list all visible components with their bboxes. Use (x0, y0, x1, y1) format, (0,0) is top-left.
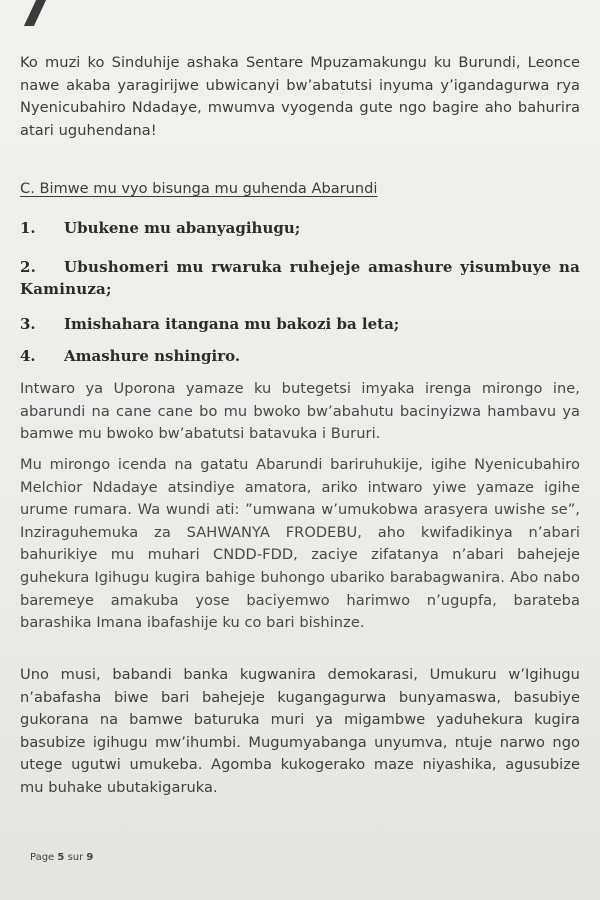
paragraph-uprona: Intwaro ya Uporona yamaze ku butegetsi imyaka irenga mirongo ine, abarundi na cane cane bo mu bwoko bw’abahutu bacinyizwa hambavu ya bamwe mu bwoko bw’abatutsi batavuka i Bururi. (20, 380, 580, 443)
footer-total-pages: 9 (86, 852, 94, 863)
list-text: Imishahara itangana mu bakozi ba leta; (64, 315, 400, 333)
list-number: 2. (20, 258, 37, 276)
list-item-4 (20, 345, 580, 367)
list-item-3 (20, 313, 580, 335)
list-item-2 (20, 256, 580, 300)
section-heading: C. Bimwe mu vyo bisunga mu guhenda Abarundi (20, 180, 378, 197)
list-text: Ubukene mu abanyagihugu; (64, 219, 301, 237)
paragraph-ndadaye: Mu mirongo icenda na gatatu Abarundi bariruhukije, igihe Nyenicubahiro Melchior Ndadaye atsindiye amatora, ariko intwaro yiwe yamaze igihe urume rumara. Wa wundi ati: ”umwana w’umukobwa arasyera uwishe se”, Inziraguhemuka za SAHWANYA FRODEBU, aho kwifadikinya n’abari bahurikiye mu muhari CNDD-FDD, zaciye zifatanya n’abari bahejeje guhekura Igihugu kugira bahige buhongo ubariko barabagwanira. Abo nabo baremeye amakuba yose baciyemwo harimwo n’ugupfa, barateba barashika Imana ibafashije ku co bari bishinze. (20, 456, 580, 632)
page-footer (30, 852, 93, 863)
paragraph-uno-musi: Uno musi, babandi banka kugwanira demokarasi, Umukuru w’Igihugu n’abafasha biwe bari bahejeje kugangagurwa bunyamaswa, basubiye gukorana na bamwe baturuka muri ya migambwe yaduhekura kugira basubize igihugu mw’ihumbi. Mugumyabanga unyumva, ntuje narwo ngo utege ugutwi umukeba. Agomba kukogerako maze niyashika, agusubize mu buhake ubutakigaruka. (20, 666, 580, 796)
staple-mark (24, 0, 46, 26)
list-number: 3. (20, 315, 36, 333)
list-number: 1. (20, 219, 36, 237)
list-text: Ubushomeri mu rwaruka ruhejeje amashure yisumbuye na Kaminuza; (20, 258, 580, 298)
footer-page-number: 5 (57, 852, 65, 863)
footer-page-word: Page (30, 852, 55, 863)
list-number: 4. (20, 347, 36, 365)
list-item-1 (20, 217, 580, 239)
footer-of-word: sur (67, 852, 84, 863)
intro-paragraph: Ko muzi ko Sinduhije ashaka Sentare Mpuzamakungu ku Burundi, Leonce nawe akaba yaragirijwe ubwicanyi bw’abatutsi inyuma y’igandagurwa rya Nyenicubahiro Ndadaye, mwumva vyogenda gute ngo bagire aho bahurira atari uguhendana! (20, 54, 580, 139)
list-text: Amashure nshingiro. (64, 347, 241, 365)
